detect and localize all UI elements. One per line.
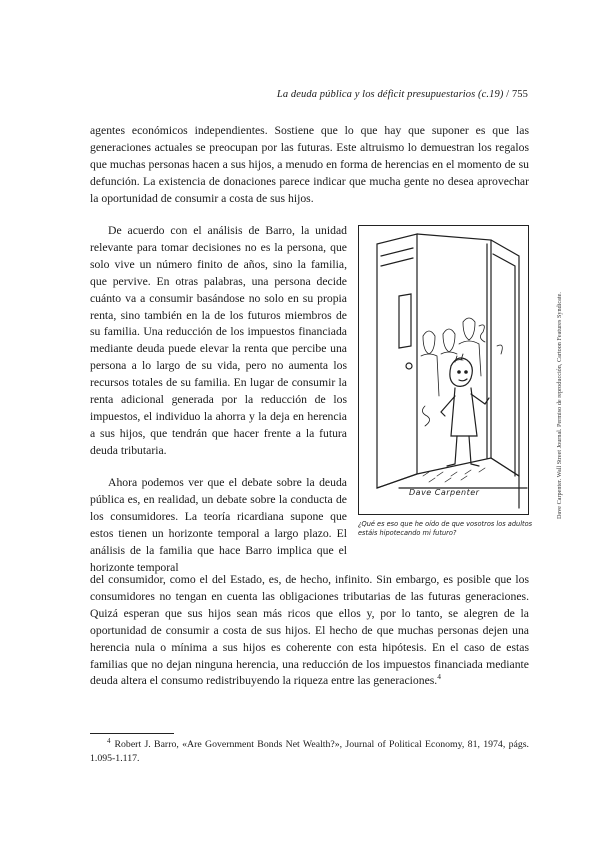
door-right-frame [487, 240, 519, 508]
page-number: 755 [511, 89, 528, 100]
door-knob [406, 363, 412, 369]
cartoon-caption: ¿Qué es eso que he oído de que vosotros los adultos estáis hipotecando mi futuro? [358, 520, 533, 537]
footnote [90, 738, 529, 766]
cartoon-signature: Dave Carpenter [409, 488, 480, 497]
paragraph-3-continued [90, 572, 529, 690]
running-head-title: La deuda pública y los déficit presupuestarios (c.19) [276, 89, 504, 100]
paragraph-2: De acuerdo con el análisis de Barro, la unidad relevante para tomar decisiones no es la persona, que solo vive un número finito de años, sino la familia, que pervive. En otras palabras, una persona decide cuánto va a consumir basándose no solo en su propia renta, sino también en la de los futuros miembros de su familia. Una reducción de los impuestos financiada mediante deuda puede elevar la renta que percibe una persona a lo largo de su vida, pero no aumenta los recursos totales de su familia. En lugar de consumir la renta adicional generada por la reducción de los impuestos, el individuo la ahorra y la deja en herencia a sus hijos, que tendrán que hacer frente a la futura deuda tributaria. [90, 224, 347, 457]
footnote-number: 4 [107, 736, 111, 745]
paragraph-3-narrow: Ahora podemos ver que el debate sobre la deuda pública es, en realidad, un debate sobre la conducta de los consumidores. La teoría ricardiana supone que estos tienen un horizonte temporal a largo plazo. El análisis de la familia que hace Barro implica que el horizonte temporal [90, 476, 347, 574]
child-arm-right [471, 394, 489, 404]
running-head-separator: / [506, 89, 510, 100]
footnote-text: Robert J. Barro, «Are Government Bonds Net Wealth?», Journal of Political Economy, 81, 1974, págs. 1.095-1.117. [90, 739, 529, 764]
door-panel [377, 234, 417, 488]
paragraph-3-continued-text: del consumidor, como el del Estado, es, de hecho, infinito. Sin embargo, es posible que los consumidores no tengan en cuenta las obligaciones tributarias de las futuras generaciones. Quizá esperan que sus hijos sean más ricos que ellos y, por lo tanto, se alegren de la oportunidad de consumir a costa de sus hijos. El hecho de que muchas personas dejen una herencia nula o mínima a sus hijos es coherente con esta hipótesis. En el caso de estas familias que no dejan ninguna herencia, una reducción de los impuestos financiada mediante deuda altera el consumo redistribuyendo la riqueza entre las generaciones. [90, 573, 529, 688]
door-frame-top [417, 234, 491, 458]
footnote-rule [90, 733, 174, 734]
cartoon-figure [358, 225, 529, 515]
footnote-marker: 4 [437, 672, 441, 682]
running-head [90, 89, 528, 100]
cartoon-credit: Dave Carpenter. Wall Street Journal. Permiso de reproducción, Cartoon Features Syndicate. [556, 292, 563, 519]
cartoon-illustration [359, 226, 528, 514]
paragraph-1: agentes económicos independientes. Sostiene que lo que hay que suponer es que las generaciones actuales se preocupan por las futuras. Este altruismo lo demuestran los regalos que muchas personas hacen a sus hijos, a menudo en forma de herencias en el momento de su defunción. La existencia de donaciones parece indicar que mucha gente no desea aprovechar la oportunidad de consumir a costa de sus hijos. [90, 124, 529, 205]
